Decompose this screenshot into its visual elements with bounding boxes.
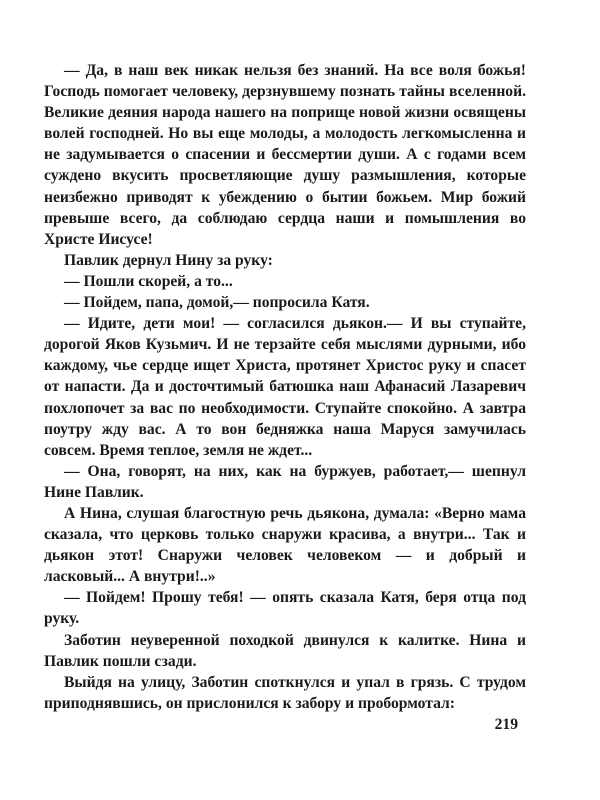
body-text bbox=[44, 60, 526, 714]
paragraph-9: Заботин неуверенной походкой двинулся к калитке. Нина и Павлик пошли сзади. bbox=[44, 631, 526, 670]
paragraph-10: Выйдя на улицу, Заботин споткнулся и упал в грязь. С трудом приподнявшись, он прислонился к забору и пробормотал: bbox=[44, 673, 526, 712]
paragraph-4: — Пойдем, папа, домой,— попросила Катя. bbox=[64, 294, 370, 312]
paragraph-6: — Она, говорят, на них, как на буржуев, работает,— шепнул Нине Павлик. bbox=[44, 462, 526, 501]
paragraph-3: — Пошли скорей, а то... bbox=[64, 272, 233, 290]
paragraph-8: — Пойдем! Прошу тебя! — опять сказала Катя, беря отца под руку. bbox=[44, 589, 526, 628]
paragraph-7: А Нина, слушая благостную речь дьякона, думала: «Верно мама сказала, что церковь только снаружи красива, а внутри... Так и дьякон этот! Снаружи человек человеком — и добрый и ласковый... А внутри!..» bbox=[44, 504, 526, 586]
page-number: 219 bbox=[494, 716, 518, 733]
paragraph-1: — Да, в наш век никак нельзя без знаний. На все воля божья! Господь помогает человеку, дерзнувшему познать тайны вселенной. Великие деяния народа нашего на поприще новой жизни освящены волей господней. Но вы еще молоды, а молодость легкомысленна и не задумывается о спасении и бессмертии души. А с годами всем суждено вкусить просветляющие душу размышления, которые неизбежно приводят к убеждению о бытии божьем. Мир божий превыше всего, да соблюдаю сердца наши и помышления во Христе Иисусе! bbox=[44, 62, 526, 248]
paragraph-2: Павлик дернул Нину за руку: bbox=[64, 251, 273, 269]
paragraph-5: — Идите, дети мои! — согласился дьякон.— И вы ступайте, дорогой Яков Кузьмич. И не терзайте себя мыслями дурными, ибо каждому, чье сердце ищет Христа, протянет Христос руку и спасет от напасти. Да и досточтимый батюшка наш Афанасий Лазаревич похлопочет за вас по необходимости. Ступайте спокойно. А завтра поутру жду вас. А то вон бедняжка наша Маруся замучилась совсем. Время теплое, земля не ждет... bbox=[44, 315, 526, 459]
